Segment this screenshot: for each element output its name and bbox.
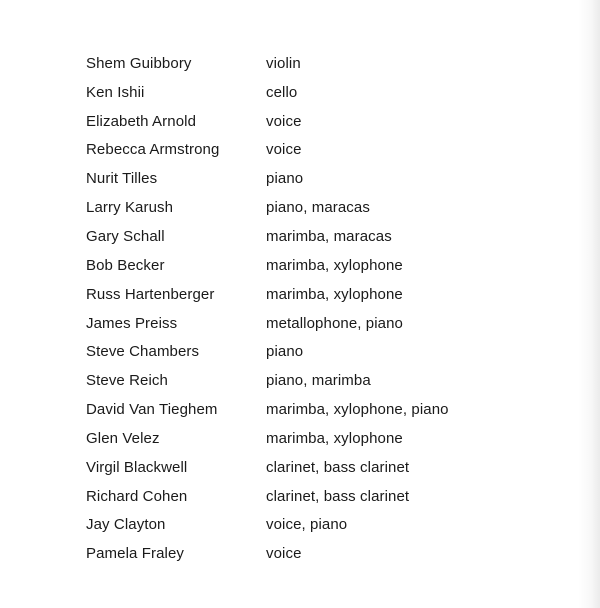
performer-instruments: piano, marimba xyxy=(266,372,371,390)
page-edge-shadow xyxy=(578,0,600,608)
performer-name: Shem Guibbory xyxy=(86,54,192,72)
performer-row xyxy=(86,193,566,222)
performer-row xyxy=(86,280,566,309)
performer-name: Pamela Fraley xyxy=(86,545,185,563)
performer-row xyxy=(86,309,566,338)
performer-name: Bob Becker xyxy=(86,256,165,274)
performer-name: David Van Tieghem xyxy=(86,401,218,419)
performer-name: James Preiss xyxy=(86,314,178,332)
performer-row xyxy=(86,49,566,78)
performer-instruments: voice xyxy=(266,112,302,130)
performer-row xyxy=(86,222,566,251)
performer-name: Gary Schall xyxy=(86,227,165,245)
performer-row xyxy=(86,424,566,453)
performer-name: Ken Ishii xyxy=(86,83,145,101)
performer-instruments: marimba, xylophone xyxy=(266,429,403,447)
performer-row xyxy=(86,539,566,568)
performer-name: Rebecca Armstrong xyxy=(86,141,220,159)
performer-name: Steve Reich xyxy=(86,372,168,390)
performer-instruments: voice xyxy=(266,141,302,159)
performer-name: Russ Hartenberger xyxy=(86,285,215,303)
performer-row xyxy=(86,482,566,511)
performer-row xyxy=(86,251,566,280)
performer-instruments: piano xyxy=(266,343,304,361)
performer-row xyxy=(86,453,566,482)
performer-instruments: cello xyxy=(266,83,298,101)
performer-instruments: marimba, xylophone, piano xyxy=(266,401,449,419)
performer-instruments: violin xyxy=(266,54,301,72)
performer-instruments: voice xyxy=(266,545,302,563)
performer-row xyxy=(86,164,566,193)
performer-instruments: marimba, maracas xyxy=(266,227,392,245)
performer-name: Steve Chambers xyxy=(86,343,200,361)
performer-name: Nurit Tilles xyxy=(86,170,158,188)
performer-instruments: piano, maracas xyxy=(266,199,370,217)
performer-name: Virgil Blackwell xyxy=(86,458,188,476)
performer-row xyxy=(86,395,566,424)
performer-name: Larry Karush xyxy=(86,199,174,217)
performer-instruments: voice, piano xyxy=(266,516,348,534)
performer-row xyxy=(86,136,566,165)
performer-name: Richard Cohen xyxy=(86,487,188,505)
performer-row xyxy=(86,511,566,540)
performer-name: Elizabeth Arnold xyxy=(86,112,197,130)
performer-name: Jay Clayton xyxy=(86,516,166,534)
performer-row xyxy=(86,107,566,136)
performer-instruments: metallophone, piano xyxy=(266,314,404,332)
performer-list xyxy=(86,49,566,568)
performer-instruments: marimba, xylophone xyxy=(266,285,403,303)
performer-instruments: clarinet, bass clarinet xyxy=(266,458,410,476)
performer-row xyxy=(86,366,566,395)
performer-row xyxy=(86,78,566,107)
performer-name: Glen Velez xyxy=(86,429,160,447)
performer-instruments: clarinet, bass clarinet xyxy=(266,487,410,505)
performer-row xyxy=(86,337,566,366)
performer-instruments: piano xyxy=(266,170,304,188)
performer-instruments: marimba, xylophone xyxy=(266,256,403,274)
